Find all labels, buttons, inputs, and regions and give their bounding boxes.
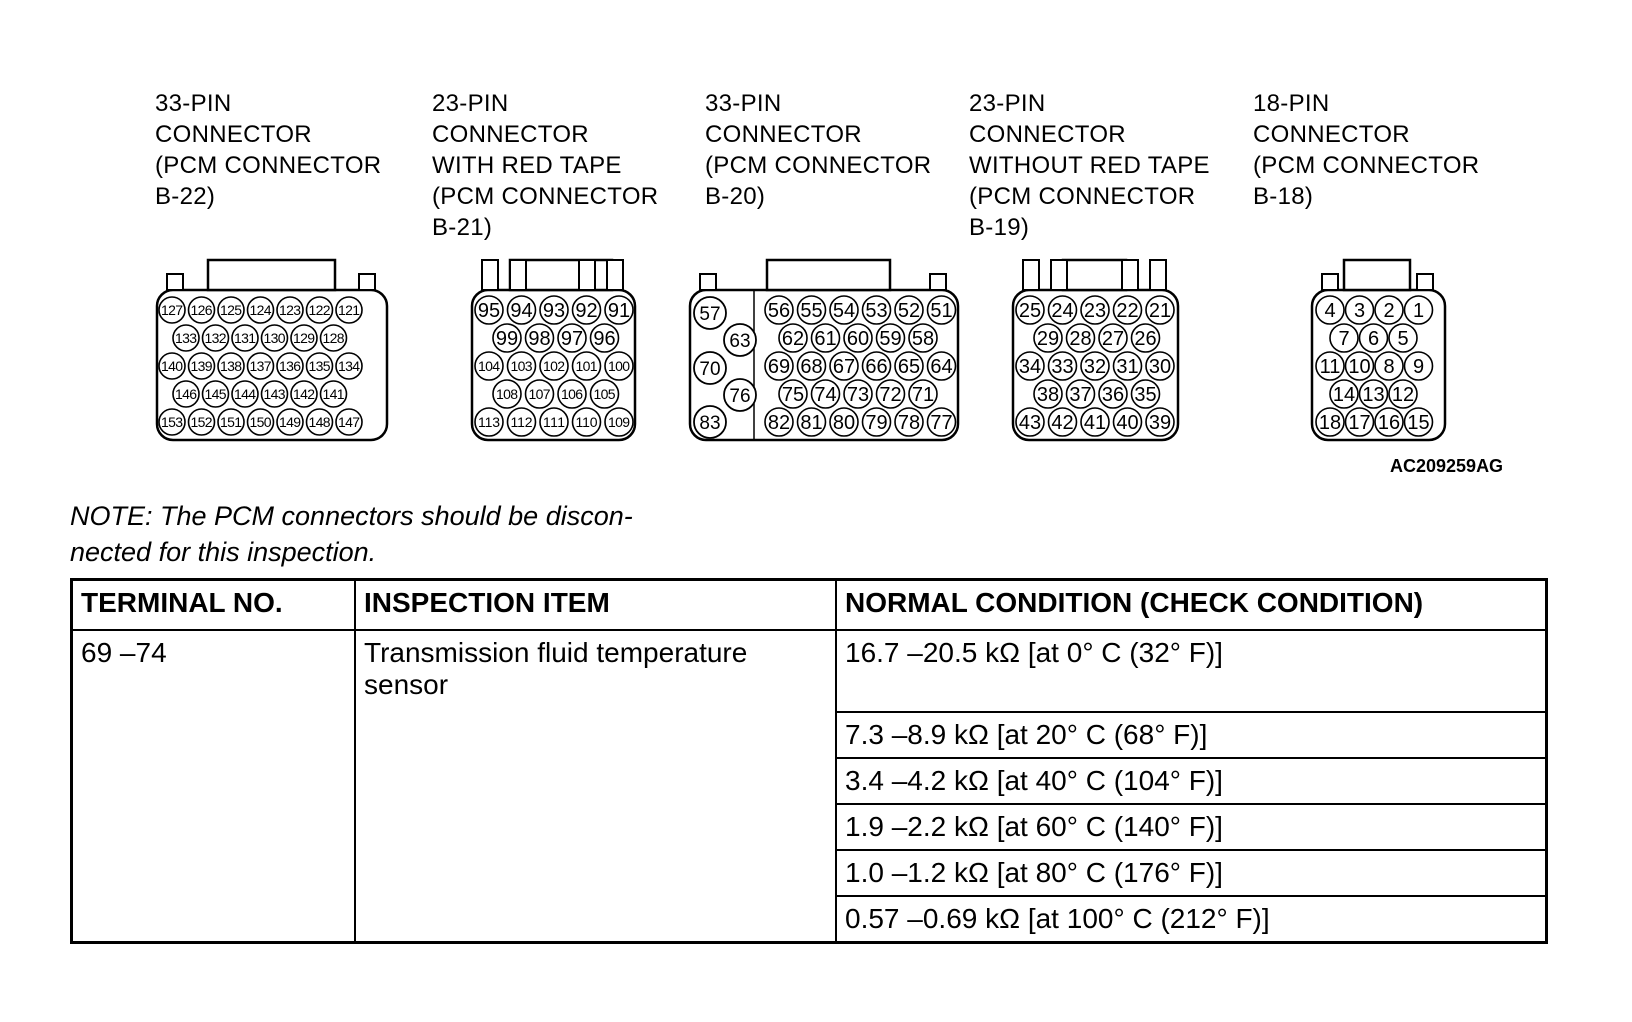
pin-number: 148 — [308, 414, 331, 430]
pin-number: 68 — [800, 356, 823, 379]
connector-latch — [1344, 260, 1410, 290]
inspection-item-cell: Transmission fluid temperature sensor — [355, 630, 836, 943]
pin-number: 107 — [528, 386, 551, 402]
pin-number: 82 — [767, 412, 791, 435]
connector-label-b18: 18-PIN CONNECTOR (PCM CONNECTOR B-18) — [1253, 90, 1480, 210]
connector-tab — [1322, 274, 1338, 290]
pin-number: 128 — [322, 330, 345, 346]
pin-number: 35 — [1134, 384, 1157, 407]
connector-tab — [1122, 260, 1138, 290]
pin-number: 52 — [897, 300, 921, 323]
pin-number: 23 — [1083, 300, 1107, 323]
pin-number: 25 — [1018, 300, 1042, 323]
pin-number: 146 — [175, 386, 197, 402]
pin-number: 29 — [1036, 328, 1060, 351]
pin-number: 58 — [911, 328, 935, 351]
pin-number: 67 — [832, 356, 856, 379]
pin-number: 56 — [767, 300, 791, 323]
inspection-note: NOTE: The PCM connectors should be discon- nected for this inspection. — [70, 501, 633, 567]
pin-number: 55 — [800, 300, 823, 323]
pin-number: 140 — [161, 358, 183, 374]
pin-number: 69 — [767, 356, 791, 379]
pin-number: 95 — [477, 300, 501, 323]
pin-number: 125 — [220, 302, 242, 318]
pin-number: 127 — [161, 302, 183, 318]
table-row — [72, 630, 1547, 712]
pin-number: 18 — [1318, 412, 1342, 435]
pin-number: 17 — [1348, 412, 1371, 435]
pin-number: 7 — [1338, 328, 1350, 351]
pin-number: 15 — [1407, 412, 1430, 435]
pin-number: 74 — [814, 384, 837, 407]
pin-number: 101 — [575, 358, 598, 374]
pin-number: 106 — [561, 386, 583, 402]
pin-number: 24 — [1051, 300, 1074, 323]
connector-tab — [359, 274, 375, 290]
pin-number: 4 — [1324, 300, 1336, 323]
condition-cell: 16.7 –20.5 kΩ [at 0° C (32° F)] — [836, 630, 1547, 712]
pin-number: 26 — [1134, 328, 1157, 351]
pin-number: 80 — [832, 412, 856, 435]
pin-number: 22 — [1116, 300, 1139, 323]
pin-number: 53 — [865, 300, 888, 323]
pin-number: 97 — [560, 328, 584, 351]
condition-cell: 1.9 –2.2 kΩ [at 60° C (140° F)] — [836, 804, 1547, 850]
header-inspection-item: INSPECTION ITEM — [355, 580, 836, 631]
condition-cell: 1.0 –1.2 kΩ [at 80° C (176° F)] — [836, 850, 1547, 896]
pin-number: 147 — [338, 414, 360, 430]
pin-number: 66 — [865, 356, 888, 379]
pin-number: 60 — [846, 328, 870, 351]
pin-number: 11 — [1319, 356, 1341, 379]
pin-number: 143 — [263, 386, 286, 402]
pin-number: 38 — [1036, 384, 1060, 407]
pin-number: 61 — [814, 328, 837, 351]
pin-number: 134 — [338, 358, 360, 374]
connector-label-b19: 23-PIN CONNECTOR WITHOUT RED TAPE (PCM CONNECTOR B-19) — [969, 90, 1210, 241]
pin-number: 139 — [190, 358, 213, 374]
pin-number: 65 — [897, 356, 921, 379]
pin-number: 83 — [699, 413, 721, 434]
pin-number: 64 — [930, 356, 953, 379]
connector-latch — [1063, 260, 1126, 290]
pin-number: 122 — [308, 302, 331, 318]
pin-number: 99 — [495, 328, 519, 351]
pin-number: 92 — [575, 300, 598, 323]
pin-number: 75 — [781, 384, 805, 407]
connector-tab — [579, 260, 595, 290]
pin-number: 111 — [543, 414, 565, 430]
table-header-row — [72, 580, 1547, 631]
connector-label-b20: 33-PIN CONNECTOR (PCM CONNECTOR B-20) — [705, 90, 932, 210]
pin-number: 102 — [543, 358, 565, 374]
pin-number: 71 — [911, 384, 935, 407]
pin-number: 63 — [729, 331, 751, 352]
pin-number: 34 — [1018, 356, 1042, 379]
inspection-table — [70, 578, 1548, 944]
header-terminal: TERMINAL NO. — [72, 580, 356, 631]
pin-number: 124 — [249, 302, 272, 318]
connector-tab — [1023, 260, 1039, 290]
pin-number: 112 — [510, 414, 533, 430]
pin-number: 129 — [293, 330, 315, 346]
pin-number: 51 — [930, 300, 953, 323]
pin-number: 2 — [1383, 300, 1395, 323]
pin-number: 132 — [204, 330, 227, 346]
connector-tab — [167, 274, 183, 290]
pin-number: 8 — [1383, 356, 1395, 379]
pin-number: 142 — [293, 386, 315, 402]
pin-number: 14 — [1332, 384, 1356, 407]
pin-number: 103 — [510, 358, 533, 374]
pin-number: 33 — [1051, 356, 1074, 379]
pin-number: 72 — [879, 384, 902, 407]
connector-label-b21: 23-PIN CONNECTOR WITH RED TAPE (PCM CONNECTOR B-21) — [432, 90, 659, 241]
pin-number: 135 — [308, 358, 331, 374]
pin-number: 57 — [699, 304, 721, 325]
pin-number: 151 — [220, 414, 242, 430]
connector-tab — [1417, 274, 1433, 290]
connector-latch — [208, 260, 335, 290]
connector-tab — [510, 260, 526, 290]
pin-number: 98 — [528, 328, 551, 351]
connector-tab — [482, 260, 498, 290]
pin-number: 6 — [1367, 328, 1380, 351]
pin-number: 12 — [1391, 384, 1415, 407]
pin-number: 131 — [234, 330, 256, 346]
pin-number: 70 — [699, 359, 721, 380]
figure-id: AC209259AG — [1390, 456, 1504, 476]
pin-number: 150 — [249, 414, 272, 430]
connector-tab — [1051, 260, 1067, 290]
connector-tab — [700, 274, 716, 290]
pin-number: 78 — [897, 412, 921, 435]
pin-number: 121 — [338, 302, 360, 318]
pin-number: 16 — [1377, 412, 1401, 435]
pin-number: 130 — [263, 330, 286, 346]
pin-number: 138 — [220, 358, 242, 374]
connector-tab — [607, 260, 623, 290]
pin-number: 109 — [608, 414, 630, 430]
pin-number: 28 — [1069, 328, 1092, 351]
pin-number: 81 — [800, 412, 823, 435]
pin-number: 79 — [865, 412, 888, 435]
pin-number: 54 — [832, 300, 856, 323]
pin-number: 37 — [1069, 384, 1092, 407]
pin-number: 73 — [846, 384, 870, 407]
pin-number: 32 — [1083, 356, 1107, 379]
pin-number: 137 — [249, 358, 272, 374]
pin-number: 91 — [607, 300, 631, 323]
pin-number: 9 — [1412, 356, 1425, 379]
pin-number: 21 — [1148, 300, 1172, 323]
pin-number: 1 — [1412, 300, 1425, 323]
pin-number: 93 — [542, 300, 566, 323]
connector-diagram — [0, 0, 1632, 470]
pin-number: 126 — [190, 302, 213, 318]
pin-number: 30 — [1148, 356, 1172, 379]
terminal-cell: 69 –74 — [72, 630, 356, 943]
pin-number: 145 — [204, 386, 227, 402]
pin-number: 136 — [279, 358, 301, 374]
pin-number: 59 — [879, 328, 902, 351]
pin-number: 40 — [1116, 412, 1139, 435]
pin-number: 42 — [1051, 412, 1074, 435]
pin-number: 152 — [190, 414, 213, 430]
pin-number: 113 — [478, 414, 500, 430]
condition-cell: 7.3 –8.9 kΩ [at 20° C (68° F)] — [836, 712, 1547, 758]
connector-tab — [1150, 260, 1166, 290]
pin-number: 43 — [1018, 412, 1042, 435]
pin-number: 10 — [1348, 356, 1371, 379]
condition-cell: 3.4 –4.2 kΩ [at 40° C (104° F)] — [836, 758, 1547, 804]
header-normal-condition: NORMAL CONDITION (CHECK CONDITION) — [836, 580, 1547, 631]
pin-number: 141 — [322, 386, 345, 402]
pin-number: 41 — [1083, 412, 1107, 435]
pin-number: 133 — [175, 330, 197, 346]
pin-number: 123 — [279, 302, 301, 318]
pin-number: 3 — [1353, 300, 1366, 323]
pin-number: 94 — [510, 300, 533, 323]
connector-latch — [767, 260, 890, 290]
pin-number: 153 — [161, 414, 183, 430]
pin-number: 110 — [575, 414, 598, 430]
pin-number: 100 — [608, 358, 630, 374]
condition-cell: 0.57 –0.69 kΩ [at 100° C (212° F)] — [836, 896, 1547, 943]
pin-number: 144 — [234, 386, 256, 402]
connector-tab — [930, 274, 946, 290]
pin-number: 104 — [478, 358, 500, 374]
pin-number: 36 — [1101, 384, 1125, 407]
pin-number: 62 — [781, 328, 805, 351]
pin-number: 31 — [1116, 356, 1139, 379]
pin-number: 27 — [1101, 328, 1125, 351]
connector-label-b22: 33-PIN CONNECTOR (PCM CONNECTOR B-22) — [155, 90, 382, 210]
pin-number: 108 — [496, 386, 518, 402]
pin-number: 13 — [1362, 384, 1385, 407]
pin-number: 96 — [593, 328, 616, 351]
pin-number: 149 — [279, 414, 301, 430]
pin-number: 39 — [1148, 412, 1172, 435]
pin-number: 5 — [1397, 328, 1409, 351]
pin-number: 76 — [729, 386, 751, 407]
pin-number: 77 — [930, 412, 953, 435]
pin-number: 105 — [593, 386, 616, 402]
